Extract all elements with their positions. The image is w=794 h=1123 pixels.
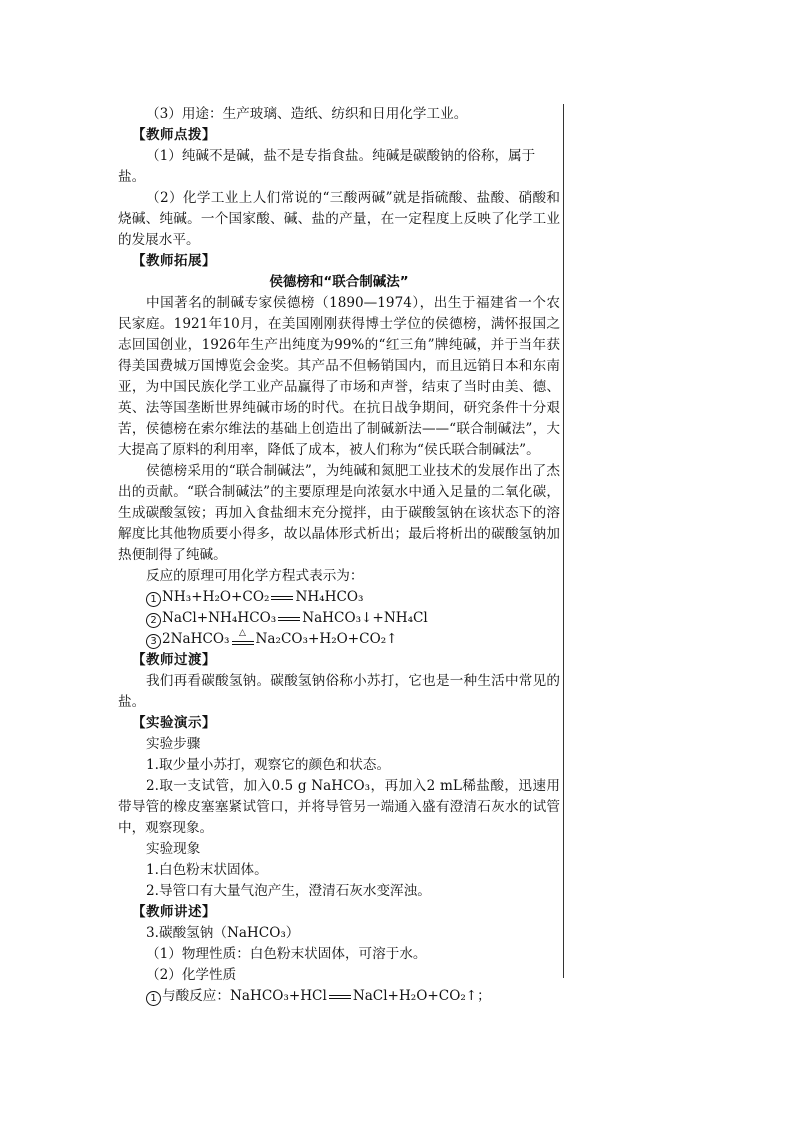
equation-right: Na₂CO₃+H₂O+CO₂↑ (255, 631, 398, 647)
equation-4 (118, 986, 560, 1007)
uses-text: （3）用途：生产玻璃、造纸、纺织和日用化学工业。 (146, 106, 468, 122)
phenomena-title: 实验现象 (146, 841, 201, 857)
heading-experiment-demo: 【实验演示】 (132, 715, 216, 731)
equation-2 (118, 608, 560, 629)
chemical-properties-title: （2）化学性质 (146, 967, 237, 983)
equation-prefix: 与酸反应： (162, 988, 230, 1004)
equation-left: NaCl+NH₄HCO₃ (162, 610, 277, 626)
nahco3-title: 3.碳酸氢钠（NaHCO₃） (146, 925, 300, 941)
tip-2: （2）化学工业上人们常说的“三酸两碱”就是指硫酸、盐酸、硝酸和烧碱、纯碱。一个国家酸、碱、盐的产量，在一定程度上反映了化学工业的发展水平。 (118, 190, 560, 248)
equation-1 (118, 587, 560, 608)
table-border-line (563, 104, 564, 978)
reaction-intro: 反应的原理可用化学方程式表示为： (146, 568, 364, 584)
article-paragraph-1: 中国著名的制碱专家侯德榜（1890—1974），出生于福建省一个农民家庭。1921年10月，在美国刚刚获得博士学位的侯德榜，满怀报国之志回国创业，1926年生产出纯度为99%的“红三角”牌纯碱，并于当年获得美国费城万国博览会金奖。其产品不但畅销国内，而且远销日本和东南亚，为中国民族化学工业产品赢得了市场和声誉，结束了当时由美、德、英、法等国垄断世界纯碱市场的时代。在抗日战争期间，研究条件十分艰苦，侯德榜在索尔维法的基础上创造出了制碱新法——“联合制碱法”，大大提高了原料的利用率，降低了成本，被人们称为“侯氏联合制碱法”。 (118, 295, 560, 458)
circled-number: 3 (146, 634, 161, 649)
circled-number: 1 (146, 592, 161, 607)
equation-left: 2NaHCO₃ (162, 631, 230, 647)
equals-sign (271, 596, 293, 600)
heading-teacher-tips: 【教师点拨】 (132, 127, 216, 143)
equation-right: NaHCO₃↓+NH₄Cl (302, 610, 428, 626)
heat-condition: △ (239, 627, 246, 638)
heading-teacher-transition: 【教师过渡】 (132, 652, 216, 668)
physical-properties: （1）物理性质：白色粉末状固体，可溶于水。 (146, 946, 427, 962)
heading-teacher-extension: 【教师拓展】 (132, 253, 216, 269)
tip-1: （1）纯碱不是碱，盐不是专指食盐。纯碱是碳酸钠的俗称，属于盐。 (118, 148, 536, 185)
equals-sign (278, 617, 300, 621)
equation-3 (118, 629, 560, 650)
equation-right: NH₄HCO₃ (295, 589, 364, 605)
equation-left: NH₃+H₂O+CO₂ (162, 589, 270, 605)
step-2: 2.取一支试管，加入0.5 g NaHCO₃，再加入2 mL稀盐酸，迅速用带导管的橡皮塞塞紧试管口，并将导管另一端通入盛有澄清石灰水的试管中，观察现象。 (118, 778, 560, 836)
equation-left: NaHCO₃+HCl (229, 988, 327, 1004)
steps-title: 实验步骤 (146, 736, 201, 752)
circled-number: 1 (146, 991, 161, 1006)
heading-teacher-explanation: 【教师讲述】 (132, 904, 216, 920)
step-1: 1.取少量小苏打，观察它的颜色和状态。 (146, 757, 391, 773)
circled-number: 2 (146, 613, 161, 628)
lesson-content (118, 104, 560, 1007)
article-title: 侯德榜和“联合制碱法” (269, 274, 409, 290)
phenomenon-2: 2.导管口有大量气泡产生，澄清石灰水变浑浊。 (146, 883, 431, 899)
heat-equals-sign (232, 627, 254, 646)
equals-sign (329, 995, 351, 999)
article-paragraph-2: 侯德榜采用的“联合制碱法”，为纯碱和氮肥工业技术的发展作出了杰出的贡献。“联合制碱法”的主要原理是向浓氨水中通入足量的二氧化碳，生成碳酸氢铵；再加入食盐细末充分搅拌，由于碳酸氢钠在该状态下的溶解度比其他物质要小得多，故以晶体形式析出；最后将析出的碳酸氢钠加热便制得了纯碱。 (118, 463, 560, 563)
transition-text: 我们再看碳酸氢钠。碳酸氢钠俗称小苏打，它也是一种生活中常见的盐。 (118, 673, 560, 710)
phenomenon-1: 1.白色粉末状固体。 (146, 862, 268, 878)
equation-right: NaCl+H₂O+CO₂↑； (352, 988, 491, 1004)
